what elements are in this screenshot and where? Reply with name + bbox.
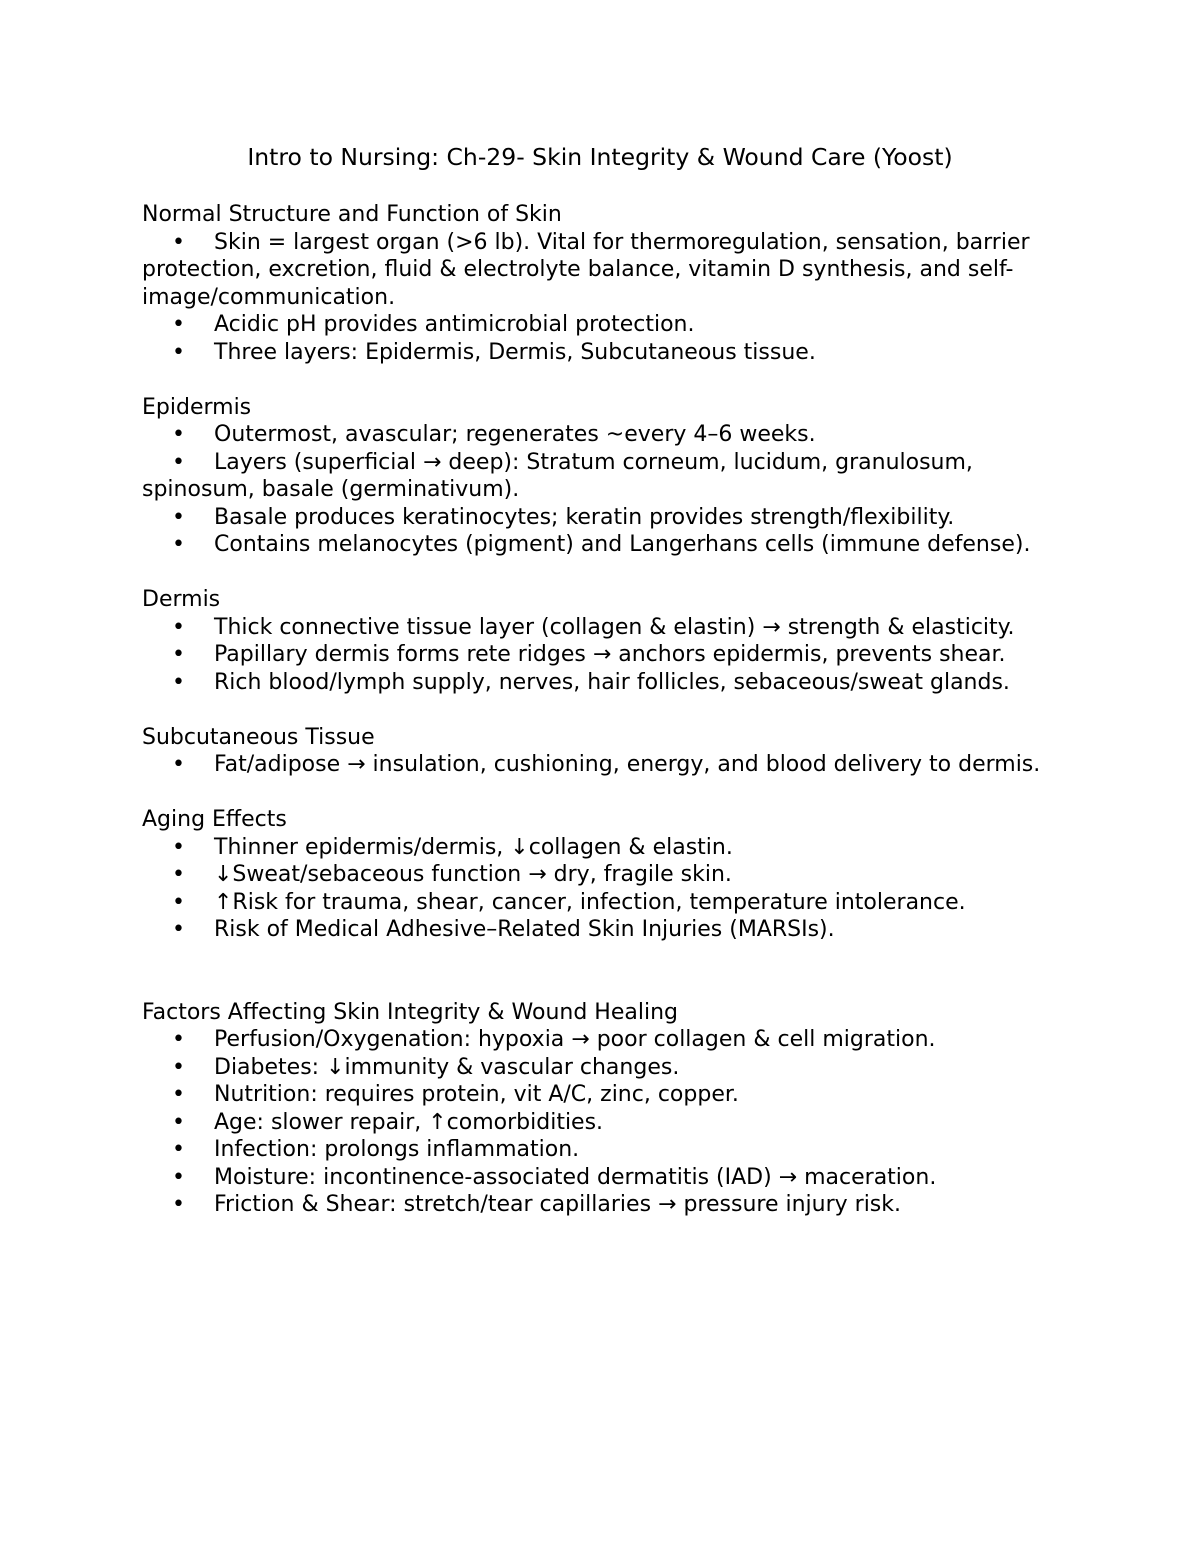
list-item <box>142 614 1062 642</box>
section-aging-effects <box>142 806 1062 944</box>
section-heading: Normal Structure and Function of Skin <box>142 202 562 227</box>
list-item-text: Acidic pH provides antimicrobial protection. <box>214 312 695 337</box>
bullet-list <box>142 421 1062 559</box>
list-item <box>142 861 1062 889</box>
list-item-text: Skin = largest organ (>6 lb). Vital for thermoregulation, sensation, barrier protection, excretion, fluid & electrolyte balance, vitamin D synthesis, and self-image/communication. <box>142 229 1030 310</box>
list-item <box>142 641 1062 669</box>
list-item <box>142 1109 1062 1137</box>
list-item-text: Age: slower repair, ↑comorbidities. <box>214 1109 604 1135</box>
spacer <box>142 366 1062 394</box>
section-epidermis <box>142 394 1062 559</box>
bullet-list <box>142 1026 1062 1219</box>
list-item-text: Nutrition: requires protein, vit A/C, zinc, copper. <box>214 1082 739 1107</box>
list-item-text: Thinner epidermis/dermis, ↓collagen & elastin. <box>214 834 733 860</box>
bullet-icon: • <box>172 229 185 255</box>
bullet-icon: • <box>172 1054 185 1080</box>
section-dermis <box>142 586 1062 696</box>
list-item <box>142 1026 1062 1054</box>
section-heading: Factors Affecting Skin Integrity & Wound Healing <box>142 999 678 1025</box>
list-item-text: Infection: prolongs inflammation. <box>214 1137 580 1162</box>
spacer <box>142 696 1062 724</box>
list-item <box>142 311 1062 339</box>
section-heading: Aging Effects <box>142 807 287 832</box>
section-subcutaneous <box>142 724 1062 779</box>
bullet-list <box>142 751 1062 779</box>
list-item-text: Papillary dermis forms rete ridges → anchors epidermis, prevents shear. <box>214 642 1006 667</box>
list-item-text: Diabetes: ↓immunity & vascular changes. <box>214 1054 680 1080</box>
list-item-text: ↓Sweat/sebaceous function → dry, fragile skin. <box>214 862 732 887</box>
section-heading: Dermis <box>142 587 221 612</box>
bullet-icon: • <box>172 449 185 475</box>
list-item <box>142 421 1062 449</box>
bullet-icon: • <box>172 614 185 640</box>
section-heading: Epidermis <box>142 394 252 420</box>
bullet-icon: • <box>172 1192 185 1217</box>
list-item <box>142 916 1062 944</box>
list-item <box>142 504 1062 532</box>
bullet-icon: • <box>172 504 185 530</box>
list-item <box>142 1136 1062 1164</box>
list-item <box>142 751 1062 779</box>
list-item <box>142 229 1062 312</box>
document-title: Intro to Nursing: Ch-29- Skin Integrity & Wound Care (Yoost) <box>247 143 953 171</box>
list-item <box>142 531 1062 559</box>
list-item-text: Moisture: incontinence-associated dermatitis (IAD) → maceration. <box>214 1164 937 1190</box>
list-item <box>142 1054 1062 1082</box>
document-page <box>142 141 1062 1219</box>
list-item-text: Layers (superficial → deep): Stratum corneum, lucidum, granulosum, spinosum, basale (germinativum). <box>142 449 973 502</box>
bullet-icon: • <box>172 422 185 447</box>
list-item-text: Perfusion/Oxygenation: hypoxia → poor collagen & cell migration. <box>214 1027 936 1052</box>
list-item <box>142 339 1062 367</box>
list-item <box>142 1081 1062 1109</box>
bullet-icon: • <box>172 1027 185 1052</box>
bullet-icon: • <box>172 669 185 695</box>
section-heading: Subcutaneous Tissue <box>142 724 375 750</box>
list-item-text: Three layers: Epidermis, Dermis, Subcutaneous tissue. <box>214 339 816 365</box>
bullet-icon: • <box>172 862 185 887</box>
bullet-icon: • <box>172 1137 185 1162</box>
bullet-list <box>142 229 1062 367</box>
list-item-text: Basale produces keratinocytes; keratin provides strength/flexibility. <box>214 504 955 530</box>
list-item <box>142 449 1062 504</box>
bullet-icon: • <box>172 834 185 860</box>
spacer <box>142 944 1062 999</box>
bullet-icon: • <box>172 339 185 365</box>
bullet-icon: • <box>172 1082 185 1107</box>
bullet-icon: • <box>172 642 185 667</box>
section-normal-structure <box>142 201 1062 366</box>
list-item <box>142 834 1062 862</box>
list-item-text: Rich blood/lymph supply, nerves, hair follicles, sebaceous/sweat glands. <box>214 669 1010 695</box>
bullet-icon: • <box>172 532 185 557</box>
list-item <box>142 1191 1062 1219</box>
bullet-icon: • <box>172 752 185 777</box>
bullet-icon: • <box>172 1164 185 1190</box>
list-item-text: Thick connective tissue layer (collagen & elastin) → strength & elasticity. <box>214 614 1015 640</box>
bullet-list <box>142 834 1062 944</box>
bullet-icon: • <box>172 917 185 942</box>
list-item-text: ↑Risk for trauma, shear, cancer, infection, temperature intolerance. <box>214 889 966 915</box>
bullet-list <box>142 614 1062 697</box>
section-factors-affecting <box>142 999 1062 1219</box>
list-item-text: Friction & Shear: stretch/tear capillaries → pressure injury risk. <box>214 1192 901 1217</box>
spacer <box>142 779 1062 807</box>
list-item-text: Contains melanocytes (pigment) and Langerhans cells (immune defense). <box>214 532 1031 557</box>
list-item <box>142 889 1062 917</box>
list-item-text: Risk of Medical Adhesive–Related Skin Injuries (MARSIs). <box>214 917 835 942</box>
list-item <box>142 1164 1062 1192</box>
list-item-text: Fat/adipose → insulation, cushioning, energy, and blood delivery to dermis. <box>214 752 1041 777</box>
bullet-icon: • <box>172 1109 185 1135</box>
list-item-text: Outermost, avascular; regenerates ~every 4–6 weeks. <box>214 422 816 447</box>
bullet-icon: • <box>172 312 185 337</box>
bullet-icon: • <box>172 889 185 915</box>
spacer <box>142 559 1062 587</box>
list-item <box>142 669 1062 697</box>
